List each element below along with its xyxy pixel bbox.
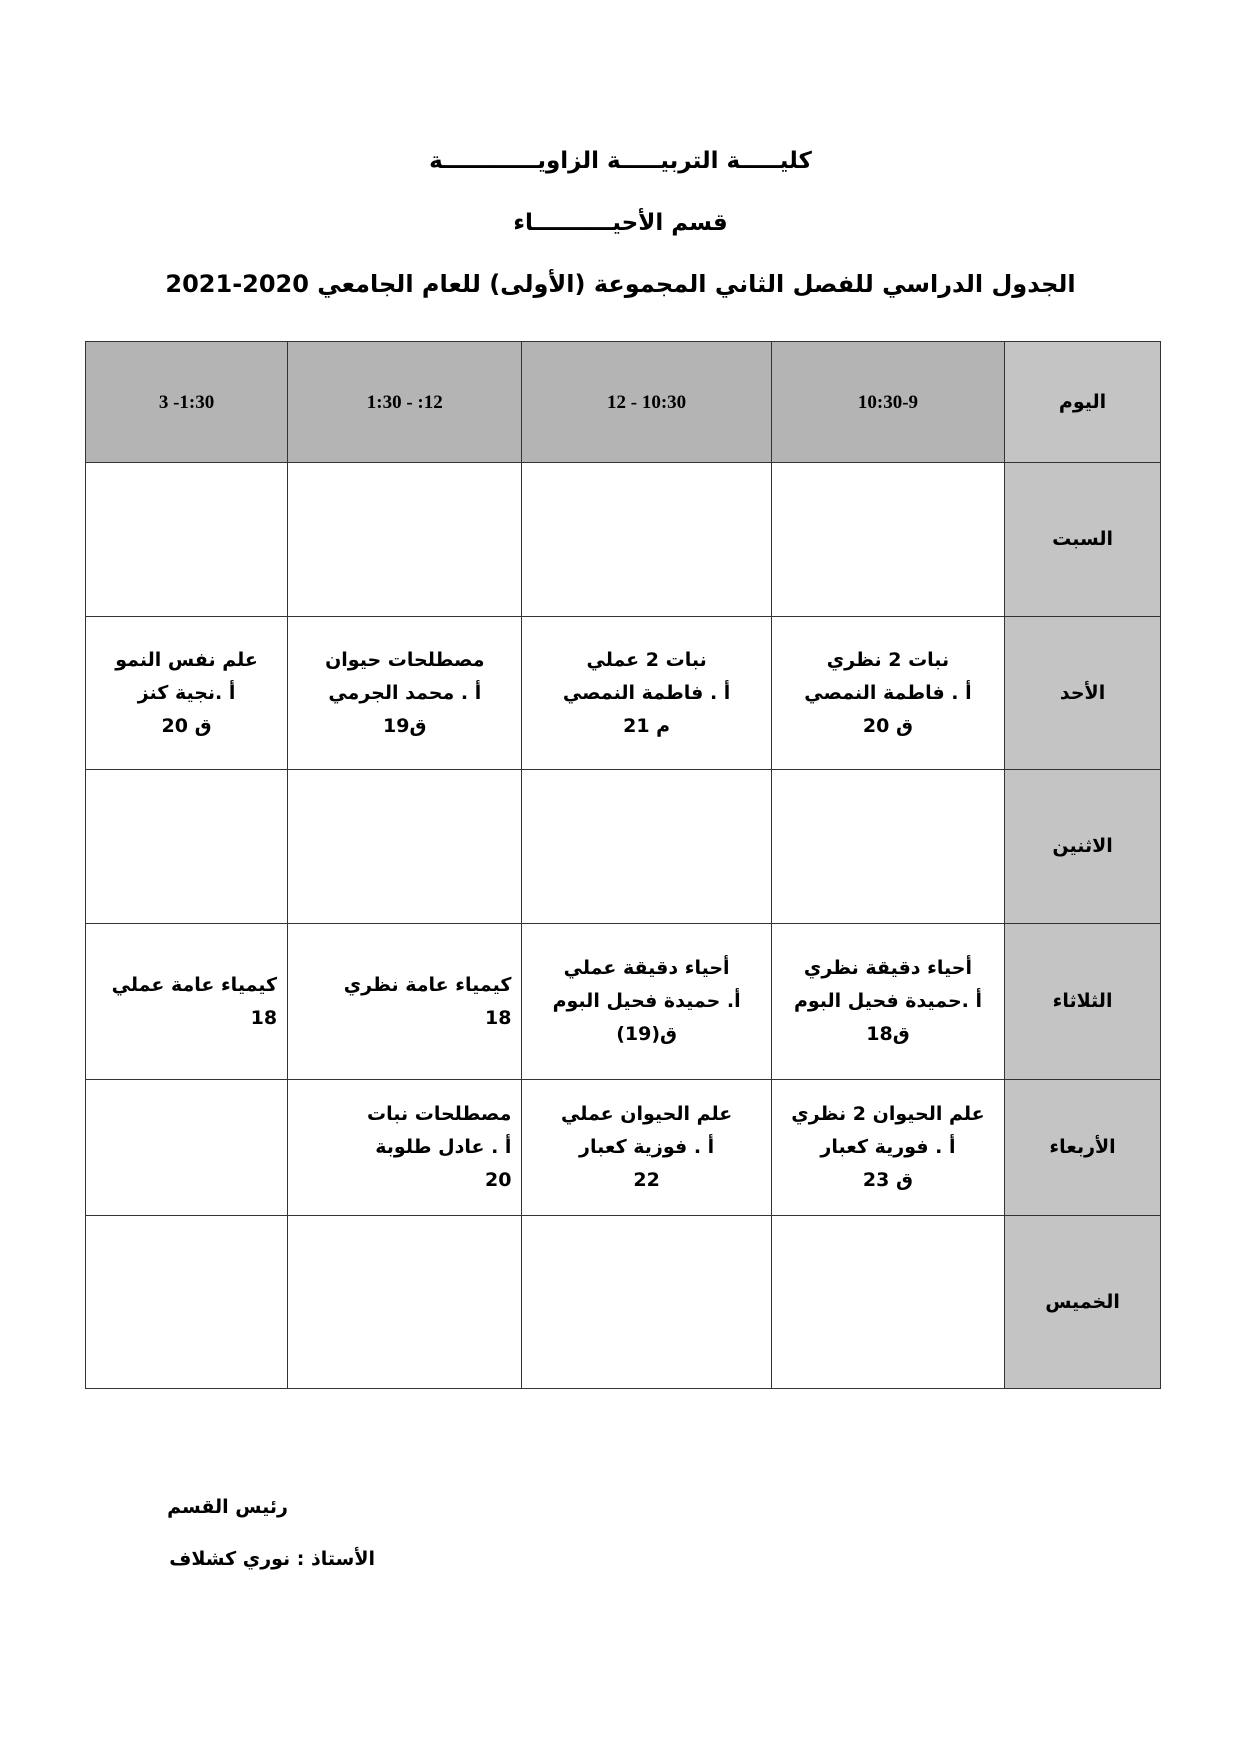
cell-mon-4 [86, 770, 288, 924]
course-name: كيمياء عامة نظري [343, 973, 512, 996]
cell-sun-4 [86, 617, 288, 770]
course-name: علم الحيوان عملي [560, 1103, 733, 1125]
instructor-name: أ . فاطمة النمصي [562, 681, 731, 704]
time-slot-3: 1:30 - :12 [288, 342, 522, 463]
day-monday: الاثنين [1005, 770, 1161, 924]
day-wednesday: الأربعاء [1005, 1080, 1161, 1216]
room-label: ق19 [383, 714, 427, 737]
cell-sun-2 [522, 617, 771, 770]
cell-sat-3 [288, 463, 522, 617]
cell-thu-4 [86, 1216, 288, 1389]
cell-sat-4 [86, 463, 288, 617]
course-name: أحياء دقيقة عملي [563, 957, 730, 979]
cell-tue-1 [771, 924, 1004, 1080]
room-label: ق18 [866, 1023, 910, 1045]
department-head-name: الأستاذ : نوري كشلاف [169, 1548, 375, 1570]
day-tuesday: الثلاثاء [1005, 924, 1161, 1080]
instructor-name: أ .نجية كنز [137, 681, 236, 704]
cell-mon-2 [522, 770, 771, 924]
table-row-wednesday [86, 1080, 1161, 1216]
schedule-title: الجدول الدراسي للفصل الثاني المجموعة (الأولى) للعام الجامعي 2020-2021 [165, 270, 1076, 298]
course-name: نبات 2 نظري [826, 648, 950, 671]
table-header-row [86, 342, 1161, 463]
room-label: ق 20 [862, 714, 913, 737]
table-row-sunday [86, 617, 1161, 770]
course-name: أحياء دقيقة نظري [803, 957, 972, 979]
room-label: 20 [484, 1169, 512, 1191]
time-slot-4: 3 -1:30 [86, 342, 288, 463]
day-thursday: الخميس [1005, 1216, 1161, 1389]
cell-thu-1 [771, 1216, 1004, 1389]
instructor-name: أ . محمد الجرمي [328, 681, 482, 704]
room-label: ق 20 [161, 714, 212, 737]
cell-wed-2 [522, 1080, 771, 1216]
course-name: كيمياء عامة عملي [111, 973, 278, 996]
time-slot-2: 12 - 10:30 [522, 342, 771, 463]
course-name: نبات 2 عملي [586, 648, 707, 671]
table-row-saturday [86, 463, 1161, 617]
room-label: 18 [250, 1006, 278, 1029]
instructor-name: أ . فورية كعبار [820, 1136, 956, 1158]
time-slot-1: 10:30-9 [771, 342, 1004, 463]
department-name: قسم الأحيــــــــــاء [513, 210, 728, 236]
room-label: 22 [633, 1169, 660, 1191]
course-name: مصطلحات نبات [367, 1103, 512, 1125]
table-row-tuesday [86, 924, 1161, 1080]
course-name: علم الحيوان 2 نظري [791, 1103, 985, 1125]
day-column-header: اليوم [1005, 342, 1161, 463]
day-sunday: الأحد [1005, 617, 1161, 770]
cell-sun-1 [771, 617, 1004, 770]
cell-mon-1 [771, 770, 1004, 924]
room-label: ق(19) [616, 1023, 678, 1045]
cell-sun-3 [288, 617, 522, 770]
cell-thu-3 [288, 1216, 522, 1389]
cell-wed-1 [771, 1080, 1004, 1216]
instructor-name: أ . فوزية كعبار [579, 1136, 715, 1158]
cell-wed-3 [288, 1080, 522, 1216]
day-saturday: السبت [1005, 463, 1161, 617]
cell-tue-2 [522, 924, 771, 1080]
room-label: ق 23 [862, 1169, 913, 1191]
cell-tue-3 [288, 924, 522, 1080]
table-row-monday [86, 770, 1161, 924]
table-row-thursday [86, 1216, 1161, 1389]
room-label: م 21 [623, 714, 671, 737]
instructor-name: أ .حميدة فحيل البوم [793, 990, 982, 1012]
schedule-table [85, 341, 1161, 1389]
college-name: كليـــــة التربيـــــة الزاويــــــــــــة [429, 148, 812, 174]
cell-thu-2 [522, 1216, 771, 1389]
course-name: علم نفس النمو [115, 648, 258, 671]
cell-sat-1 [771, 463, 1004, 617]
course-name: مصطلحات حيوان [325, 648, 485, 671]
room-label: 18 [484, 1006, 512, 1029]
department-head-title: رئيس القسم [167, 1496, 288, 1518]
cell-wed-4 [86, 1080, 288, 1216]
instructor-name: أ. حميدة فحيل البوم [552, 990, 741, 1012]
cell-sat-2 [522, 463, 771, 617]
cell-tue-4 [86, 924, 288, 1080]
instructor-name: أ . فاطمة النمصي [804, 681, 972, 704]
cell-mon-3 [288, 770, 522, 924]
instructor-name: أ . عادل طلوبة [375, 1136, 512, 1158]
